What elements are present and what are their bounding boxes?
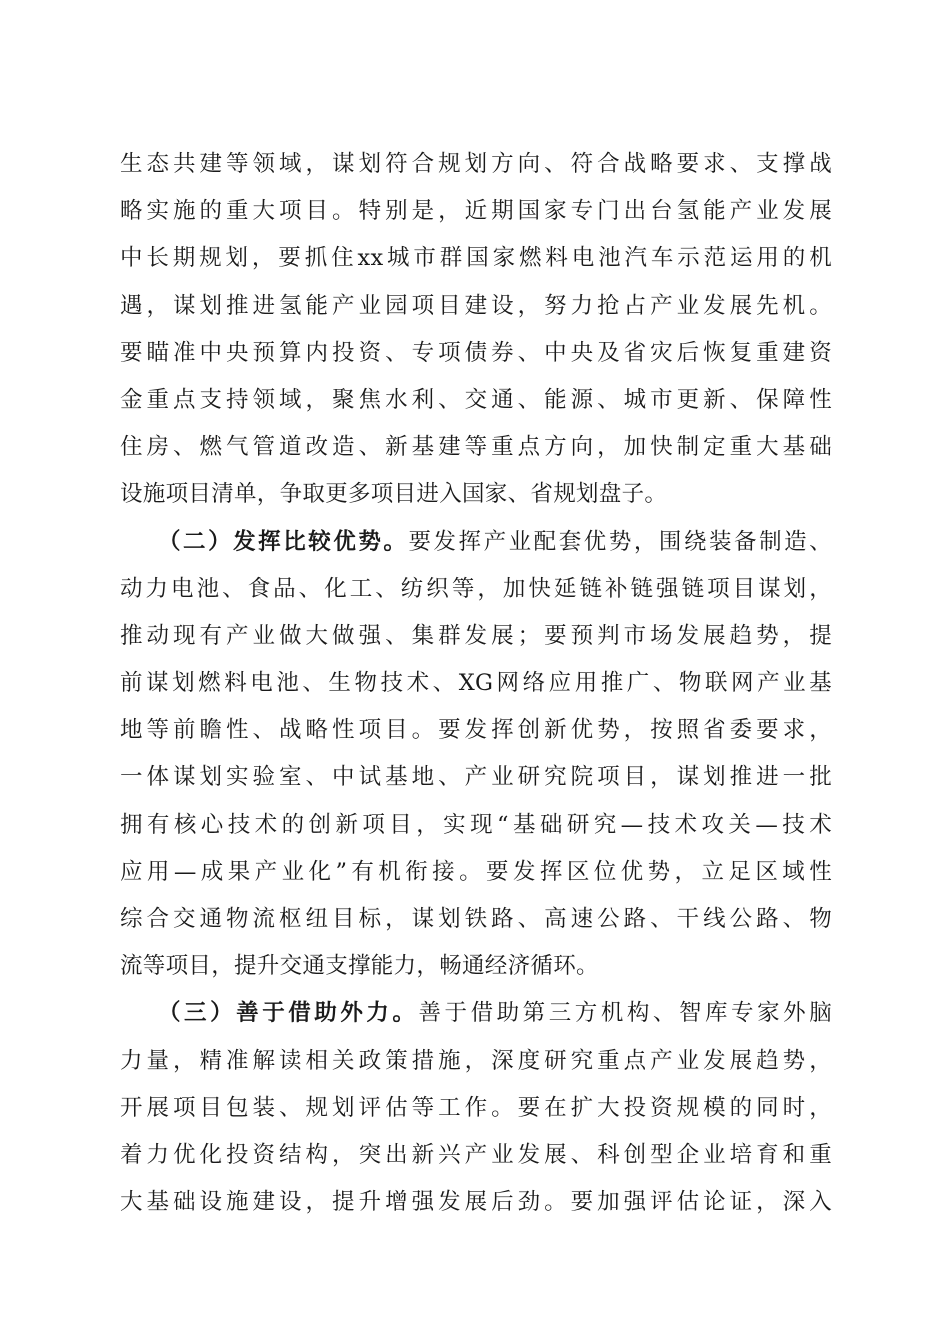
text-line: 设施项目清单，争取更多项目进入国家、省规划盘子。 [120,481,668,508]
text-line: 前谋划燃料电池、生物技术、XG网络应用推广、物联网产业基 [120,670,832,697]
text-line: 要瞄准中央预算内投资、专项债券、中央及省灾后恢复重建资 [120,339,832,366]
text-line: 拥有核心技术的创新项目，实现“基础研究—技术攻关—技术 [120,811,832,838]
text-line: 金重点支持领域，聚焦水利、交通、能源、城市更新、保障性 [120,386,832,413]
text-line: 应用—成果产业化”有机衔接。要发挥区位优势，立足区域性 [120,858,832,885]
text-line: 遇，谋划推进氢能产业园项目建设，努力抢占产业发展先机。 [120,292,832,319]
text-line: 中长期规划，要抓住xx城市群国家燃料电池汽车示范运用的机 [120,245,832,272]
text-line: 住房、燃气管道改造、新基建等重点方向，加快制定重大基础 [120,434,832,461]
text-line: 动力电池、食品、化工、纺织等，加快延链补链强链项目谋划， [120,575,832,602]
text-line: 综合交通物流枢纽目标，谋划铁路、高速公路、干线公路、物 [120,906,832,932]
body-text [120,141,832,1226]
text-line: 生态共建等领域，谋划符合规划方向、符合战略要求、支撑战 [120,151,832,177]
section-2-first-line [120,519,832,566]
section-3-heading: （三）善于借助外力。 [158,1000,419,1027]
text-line: 开展项目包装、规划评估等工作。要在扩大投资规模的同时， [120,1094,832,1121]
section-2-first-line-text: 要发挥产业配套优势，围绕装备制造、 [408,528,832,555]
section-3-first-line-text: 善于借助第三方机构、智库专家外脑 [418,1000,832,1027]
text-line: 推动现有产业做大做强、集群发展；要预判市场发展趋势，提 [120,622,832,649]
text-line: 地等前瞻性、战略性项目。要发挥创新优势，按照省委要求， [120,717,832,744]
text-line: 略实施的重大项目。特别是，近期国家专门出台氢能产业发展 [120,198,832,225]
text-line: 力量，精准解读相关政策措施，深度研究重点产业发展趋势， [120,1047,832,1074]
section-3-first-line [120,990,832,1037]
text-line: 流等项目，提升交通支撑能力，畅通经济循环。 [120,953,599,980]
text-line: 大基础设施建设，提升增强发展后劲。要加强评估论证，深入 [120,1189,832,1216]
text-line: 一体谋划实验室、中试基地、产业研究院项目，谋划推进一批 [120,764,832,791]
section-2-heading: （二）发挥比较优势。 [158,528,409,555]
text-line: 着力优化投资结构，突出新兴产业发展、科创型企业培育和重 [120,1141,832,1168]
